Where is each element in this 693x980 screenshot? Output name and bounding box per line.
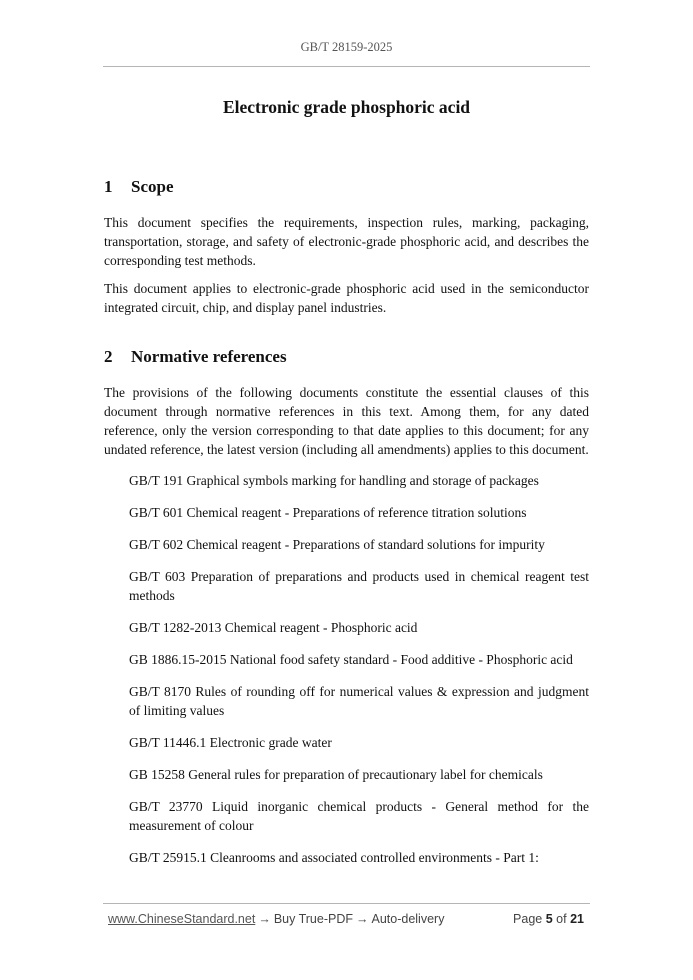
footer-divider — [103, 903, 590, 904]
reference-list — [104, 471, 589, 867]
of-label: of — [556, 912, 567, 926]
section-heading-scope — [104, 176, 589, 198]
scope-paragraph: This document applies to electronic-grade phosphoric acid used in the semiconductor integrated circuit, chip, and display panel industries. — [104, 281, 589, 315]
site-link[interactable]: www.ChineseStandard.net — [108, 912, 256, 926]
header-doc-number: GB/T 28159-2025 — [300, 40, 393, 54]
footer-promo — [108, 912, 444, 926]
reference-item: GB/T 601 Chemical reagent - Preparations of reference titration solutions — [129, 505, 527, 520]
header-divider — [103, 66, 590, 67]
reference-item: GB/T 1282-2013 Chemical reagent - Phosphoric acid — [129, 620, 418, 635]
page-indicator — [513, 912, 584, 926]
reference-item: GB/T 191 Graphical symbols marking for handling and storage of packages — [129, 473, 539, 488]
reference-item: GB 1886.15-2015 National food safety standard - Food additive - Phosphoric acid — [129, 652, 573, 667]
section-heading-references — [104, 346, 589, 368]
reference-item: GB/T 11446.1 Electronic grade water — [129, 735, 332, 750]
document-title: Electronic grade phosphoric acid — [222, 97, 471, 117]
buy-text: Buy True-PDF — [273, 912, 353, 926]
page-footer — [108, 912, 584, 932]
reference-item: GB/T 602 Chemical reagent - Preparations of standard solutions for impurity — [129, 537, 545, 552]
reference-item: GB/T 603 Preparation of preparations and products used in chemical reagent test methods — [129, 569, 589, 603]
page-number: 5 — [545, 912, 553, 926]
page-content — [104, 96, 589, 880]
section-number: 1 — [104, 177, 113, 196]
delivery-text: Auto-delivery — [371, 912, 445, 926]
section-title: Normative references — [131, 347, 287, 366]
reference-item: GB/T 23770 Liquid inorganic chemical products - General method for the measurement of colour — [129, 799, 589, 833]
page-total: 21 — [570, 912, 584, 926]
right-arrow-icon: → — [356, 912, 369, 926]
right-arrow-icon: → — [258, 912, 271, 926]
reference-item: GB/T 25915.1 Cleanrooms and associated controlled environments - Part 1: — [129, 850, 539, 865]
reference-item: GB 15258 General rules for preparation of precautionary label for chemicals — [129, 767, 543, 782]
references-intro-paragraph: The provisions of the following documents constitute the essential clauses of this document through normative references in this text. Among them, for any dated reference, only the version corresponding to that date applies to this document; for any undated reference, the latest version (including all amendments) applies to this document. — [104, 385, 589, 457]
section-title: Scope — [131, 177, 174, 196]
section-number: 2 — [104, 347, 113, 366]
scope-paragraph: This document specifies the requirements, inspection rules, marking, packaging, transportation, storage, and safety of electronic-grade phosphoric acid, and describes the corresponding test methods. — [104, 215, 589, 268]
page-label: Page — [513, 912, 543, 926]
reference-item: GB/T 8170 Rules of rounding off for numerical values & expression and judgment of limiting values — [129, 684, 589, 718]
